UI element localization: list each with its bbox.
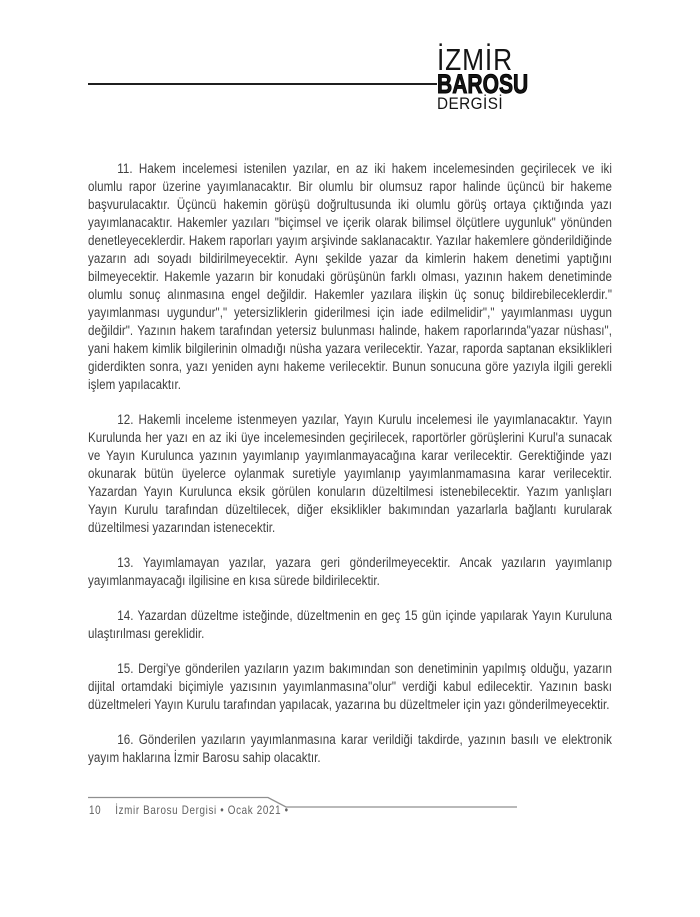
- footer-journal-title: İzmir Barosu Dergisi • Ocak 2021 •: [115, 803, 289, 817]
- logo-line-barosu: BAROSU: [437, 69, 529, 99]
- paragraph-11-hakem-incelemesi: 11. Hakem incelemesi istenilen yazılar, en az iki hakem incelemesinden geçirilecek ve iki olumlu rapor üzerine yayımlanacaktır. Bir olumlu bir olumsuz rapor halinde üçüncü bir hakeme başvurulacaktır. Üçüncü hakemin görüşü doğrultusunda iki olumlu görüş ortaya çıktığında yazı yayımlanacaktır. Hakemler yazıları "biçimsel ve içerik olarak bilimsel ölçütlere uygunluk" yönünden denetleyeceklerdir. Hakem raporları yayım arşivinde saklanacaktır. Yazılar hakemlere gönderildiğinde yazarın adı soyadı bildirilmeyecektir. Aynı şekilde yazar da kimlerin hakem denetimi yaptığını bilmeyecektir. Hakemle yazarın bir konudaki görüşünün farklı olması, yazının hakem denetiminde olumlu sonuç alınmasına engel değildir. Hakemler yazılara ilişkin üç sonuç bildirebileceklerdir." yayımlanması uygundur"," yetersizliklerin giderilmesi için iade edilmelidir"," yayımlanması uygun değildir". Yazının hakem tarafından yetersiz bulunması halinde, hakem raporlarında"yazar nüshası", yani hakem kimlik bilgilerinin olmadığı nüsha yazara verilecektir. Yazar, raporda saptanan eksiklikleri giderdikten sonra, yazı yeniden aynı hakeme verilecektir. Bunun sonucuna göre yazıyla ilgili gerekli işlem yapılacaktır.: [88, 161, 612, 392]
- footer-text: [89, 802, 289, 818]
- header-rule: [88, 83, 437, 85]
- izmir-barosu-dergisi-logo: [437, 42, 547, 113]
- paragraph-13-yayimlamayan-yazilar: 13. Yayımlamayan yazılar, yazara geri gönderilmeyecektir. Ancak yazıların yayımlanıp yayımlanmayacağı ilgilisine en kısa sürede bildirilecektir.: [88, 555, 612, 588]
- paragraph-16-yayim-haklari: 16. Gönderilen yazıların yayımlanmasına karar verildiği takdirde, yazının basılı ve elektronik yayım haklarına İzmir Barosu sahip olacaktır.: [88, 732, 612, 765]
- logo-line-dergisi: DERGİSİ: [437, 94, 504, 113]
- article-body: [88, 160, 612, 784]
- paragraph-12-hakemli-inceleme: 12. Hakemli inceleme istenmeyen yazılar, Yayın Kurulu incelemesi ile yayımlanacaktır. Yayın Kurulunda her yazı en az iki üye incelemesinden geçirilecek, raportörler görüşlerini Kurul'a sunacak ve Yayın Kurulunca yazının yayımlanıp yayımlanmayacağına karar verilecektir. Gerektiğinde yazı okunarak bütün üyelerce oylanmak suretiyle yayımlanıp yayımlanmamasına karar verilecektir. Yazardan Yayın Kurulunca eksik görülen konuların düzeltilmesi istenebilecektir. Yazım yanlışları Yayın Kurulu tarafından düzeltilecek, diğer eksiklikler bakımından yazarlarla bağlantı kurularak düzeltilmesi yazarından istenecektir.: [88, 412, 612, 535]
- paragraph-14-duzeltme-suresi: 14. Yazardan düzeltme isteğinde, düzeltmenin en geç 15 gün içinde yapılarak Yayın Kuruluna ulaştırılması gereklidir.: [88, 608, 612, 641]
- paragraph-15-son-denetim: 15. Dergi'ye gönderilen yazıların yazım bakımından son denetiminin yapılmış olduğu, yazarın dijital ortamdaki biçimiyle yazısının yayımlanmasına"olur" verdiği kabul edilecektir. Yazının baskı düzeltmeleri Yayın Kurulu tarafından yapılacak, yazarına bu düzeltmeler için yazı gönderilmeyecektir.: [88, 661, 612, 712]
- page-number: 10: [89, 803, 102, 817]
- logo-line-izmir: İZMİR: [437, 42, 513, 77]
